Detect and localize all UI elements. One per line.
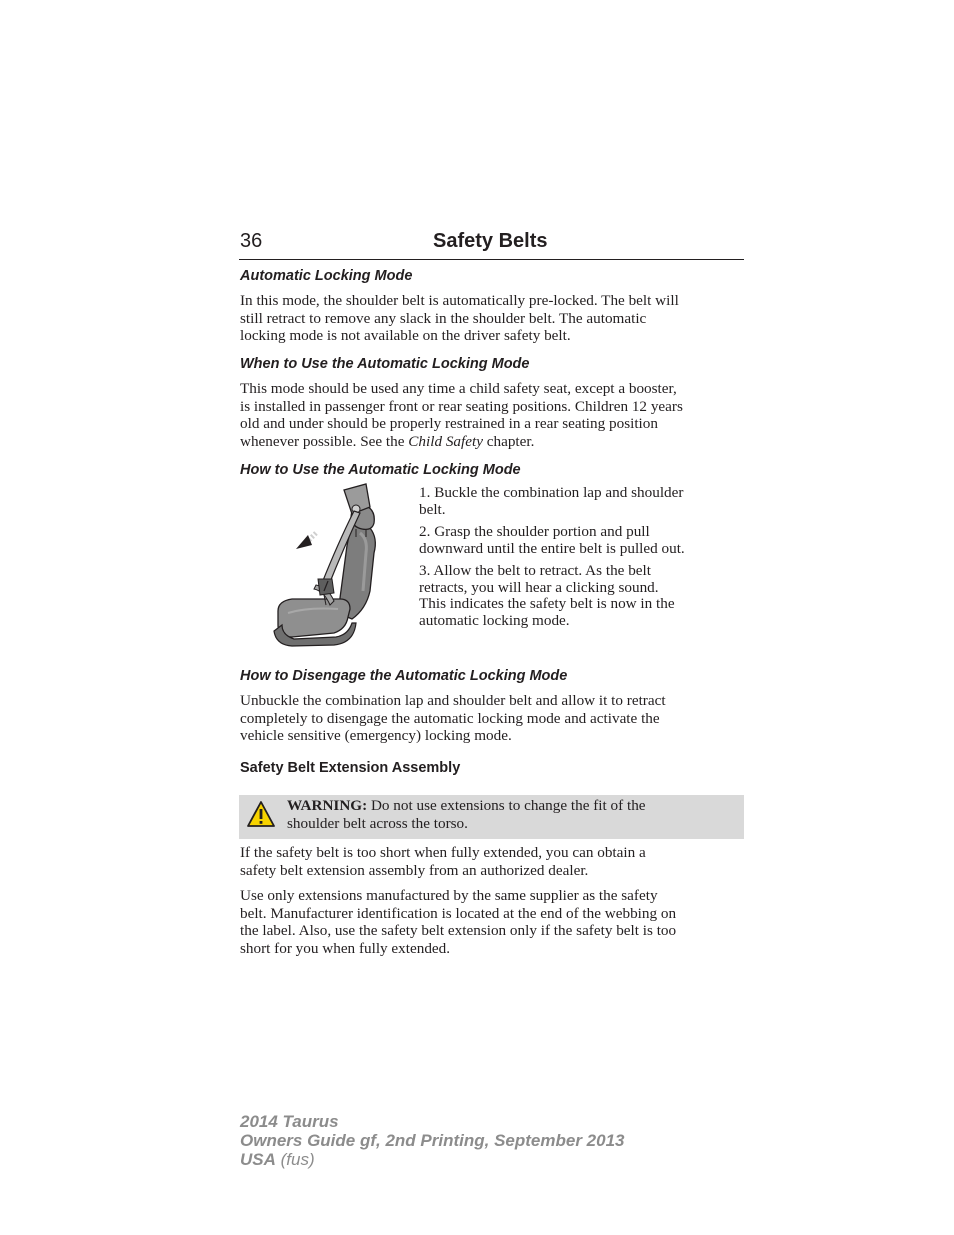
footer-edition: Owners Guide gf, 2nd Printing, September 2013 <box>240 1131 625 1150</box>
paragraph-line: short for you when fully extended. <box>240 939 451 957</box>
warning-label: WARNING: <box>287 797 368 814</box>
step-line: belt. <box>419 500 446 518</box>
paragraph-extension-1 <box>240 844 745 879</box>
step-line: retracts, you will hear a clicking sound. <box>419 578 659 596</box>
footer-market <box>240 1150 624 1169</box>
page-number: 36 <box>240 230 263 252</box>
paragraph-line: still retract to remove any slack in the shoulder belt. The automatic <box>240 309 647 327</box>
paragraph-line: vehicle sensitive (emergency) locking mode. <box>240 727 512 744</box>
step-line: automatic locking mode. <box>419 611 570 629</box>
warning-triangle-icon <box>246 800 276 828</box>
paragraph-line: safety belt extension assembly from an authorized dealer. <box>240 861 589 879</box>
step-line: 2. Grasp the shoulder portion and pull <box>419 523 650 540</box>
step-line: downward until the entire belt is pulled out. <box>419 539 685 557</box>
heading-how-to-disengage: How to Disengage the Automatic Locking Mode <box>240 668 568 684</box>
chapter-title: Safety Belts <box>433 230 548 252</box>
step-1 <box>419 485 739 518</box>
paragraph-line: the label. Also, use the safety belt extension only if the safety belt is too <box>240 922 677 939</box>
footer-model: 2014 Taurus <box>240 1112 339 1131</box>
header-rule <box>239 259 744 260</box>
paragraph-line: locking mode is not available on the driver safety belt. <box>240 327 571 344</box>
step-line: 1. Buckle the combination lap and shoulder <box>419 484 684 501</box>
heading-how-to-use: How to Use the Automatic Locking Mode <box>240 462 521 478</box>
footer-code: (fus) <box>275 1150 315 1169</box>
paragraph-line: If the safety belt is too short when fully extended, you can obtain a <box>240 844 646 861</box>
text-run: chapter. <box>482 432 535 450</box>
warning-line: shoulder belt across the torso. <box>287 815 468 832</box>
footer-country: USA <box>240 1150 276 1169</box>
paragraph-line: In this mode, the shoulder belt is automatically pre-locked. The belt will <box>240 292 679 309</box>
heading-when-to-use: When to Use the Automatic Locking Mode <box>240 356 530 372</box>
paragraph-line: belt. Manufacturer identification is located at the end of the webbing on <box>240 904 677 922</box>
paragraph-extension-2 <box>240 887 745 957</box>
warning-line <box>287 797 717 815</box>
text-run: whenever possible. See the <box>240 432 409 450</box>
chapter-reference: Child Safety <box>408 432 483 450</box>
step-3 <box>419 563 739 629</box>
step-line: This indicates the safety belt is now in the <box>419 595 675 612</box>
paragraph-line: is installed in passenger front or rear seating positions. Children 12 years <box>240 397 683 415</box>
paragraph-when <box>240 380 745 450</box>
heading-extension-assembly: Safety Belt Extension Assembly <box>240 760 461 776</box>
footer <box>240 1112 624 1169</box>
paragraph-alm <box>240 292 745 345</box>
paragraph-line: This mode should be used any time a child safety seat, except a booster, <box>240 380 677 397</box>
paragraph-line: old and under should be properly restrained in a rear seating position <box>240 415 658 432</box>
paragraph-line <box>240 433 745 451</box>
step-line: 3. Allow the belt to retract. As the belt <box>419 562 651 579</box>
step-2 <box>419 524 739 557</box>
paragraph-disengage <box>240 692 745 745</box>
paragraph-line: completely to disengage the automatic locking mode and activate the <box>240 709 660 727</box>
warning-text-run: Do not use extensions to change the fit of the <box>367 797 646 814</box>
heading-automatic-locking-mode: Automatic Locking Mode <box>240 268 413 284</box>
seat-belt-illustration <box>268 483 386 648</box>
paragraph-line: Unbuckle the combination lap and shoulder belt and allow it to retract <box>240 692 666 709</box>
warning-text <box>287 797 717 833</box>
paragraph-line: Use only extensions manufactured by the same supplier as the safety <box>240 887 658 904</box>
